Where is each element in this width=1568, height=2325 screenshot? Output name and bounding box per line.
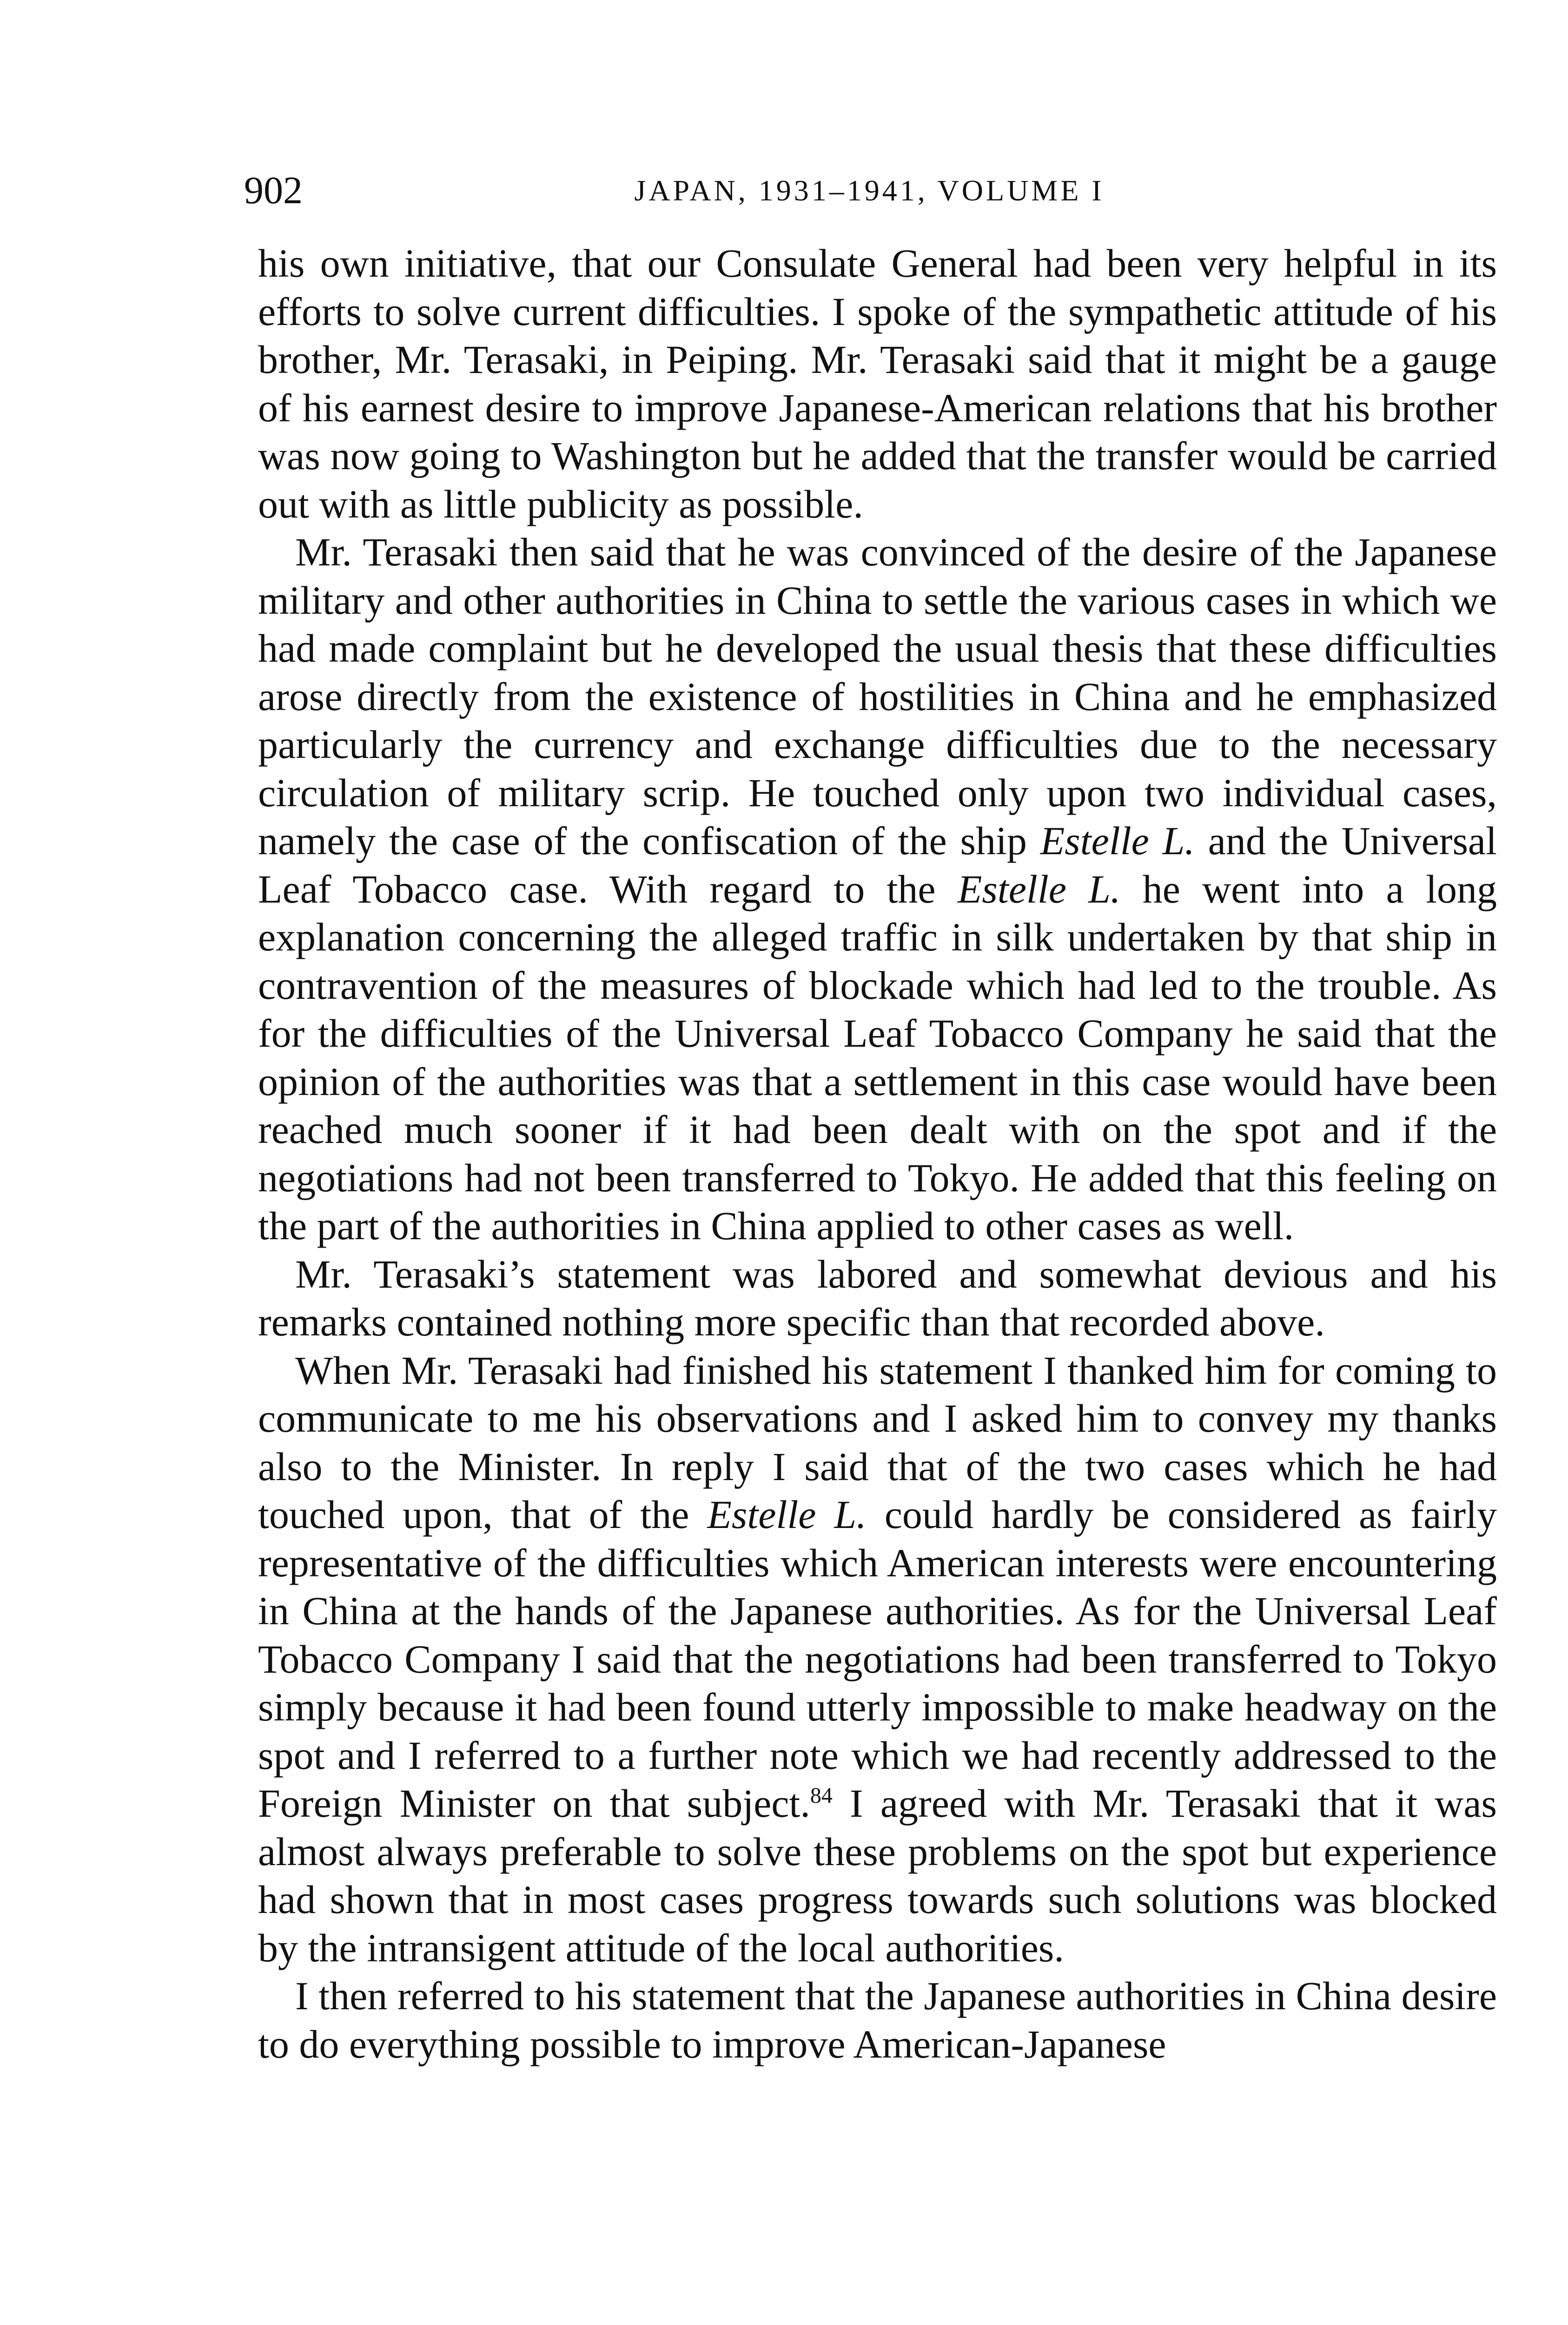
ship-name: Estelle L. <box>1040 818 1195 863</box>
paragraph-4 <box>258 1347 1497 1973</box>
paragraph-1: his own initiative, that our Consulate General had been very helpful in its efforts to solve current difficulties. I spoke of the sympathetic attitude of his brother, Mr. Terasaki, in Peiping. Mr. Terasaki said that it might be a gauge of his earnest desire to improve Japanese-American relations that his brother was now going to Washington but he added that the transfer would be carried out with as little publicity as possible. <box>258 241 1497 526</box>
paragraph-2-part-b: and the Universal Leaf Tobacco case. With regard to the <box>258 818 1497 911</box>
paragraph-2-part-c: he went into a long explanation concerning the alleged traffic in silk undertaken by that ship in contravention of the measures of blockade which had led to the trouble. As for the difficulties of the Universal Leaf Tobacco Company he said that the opinion of the authorities was that a settlement in this case would have been reached much sooner if it had been dealt with on the spot and if the negotiations had not been transferred to Tokyo. He added that this feeling on the part of the authorities in China applied to other cases as well. <box>258 866 1497 1248</box>
running-head: JAPAN, 1931–1941, VOLUME I <box>634 174 1105 207</box>
ship-name: Estelle L. <box>707 1492 867 1537</box>
body-text <box>258 239 1497 2068</box>
paragraph-4-part-c: I agreed with Mr. Terasaki that it was almost always preferable to solve these problems on the spot but experience had shown that in most cases progress towards such solutions was blocked by the intransigent attitude of the local authorities. <box>258 1781 1497 1970</box>
page-number: 902 <box>244 169 303 212</box>
page-header <box>244 165 1495 216</box>
paragraph-2-part-a: Mr. Terasaki then said that he was convinced of the desire of the Japanese military and other authorities in China to settle the various cases in which we had made complaint but he developed the usual thesis that these difficulties arose directly from the existence of hostilities in China and he emphasized particularly the currency and exchange difficulties due to the necessary circulation of military scrip. He touched only upon two individual cases, namely the case of the confiscation of the ship <box>258 530 1497 863</box>
paragraph-5: I then referred to his statement that the Japanese authorities in China desire to do everything possible to improve American-Japanese <box>258 1973 1497 2066</box>
footnote-reference[interactable]: 84 <box>810 1783 833 1808</box>
ship-name: Estelle L. <box>957 866 1121 911</box>
paragraph-4-part-b: could hardly be considered as fairly representative of the difficulties which American interests were encountering in China at the hands of the Japanese authorities. As for the Universal Leaf Tobacco Company I said that the negotiations had been transferred to Tokyo simply because it had been found utterly impossible to make headway on the spot and I referred to a further note which we had recently addressed to the Foreign Minister on that subject. <box>258 1492 1497 1826</box>
paragraph-4-part-a: When Mr. Terasaki had finished his statement I thanked him for coming to communicate to me his observations and I asked him to convey my thanks also to the Minister. In reply I said that of the two cases which he had touched upon, that of the <box>258 1348 1497 1537</box>
paragraph-2 <box>258 528 1497 1250</box>
paragraph-3: Mr. Terasaki’s statement was labored and somewhat devious and his remarks contained nothing more specific than that recorded above. <box>258 1251 1497 1344</box>
